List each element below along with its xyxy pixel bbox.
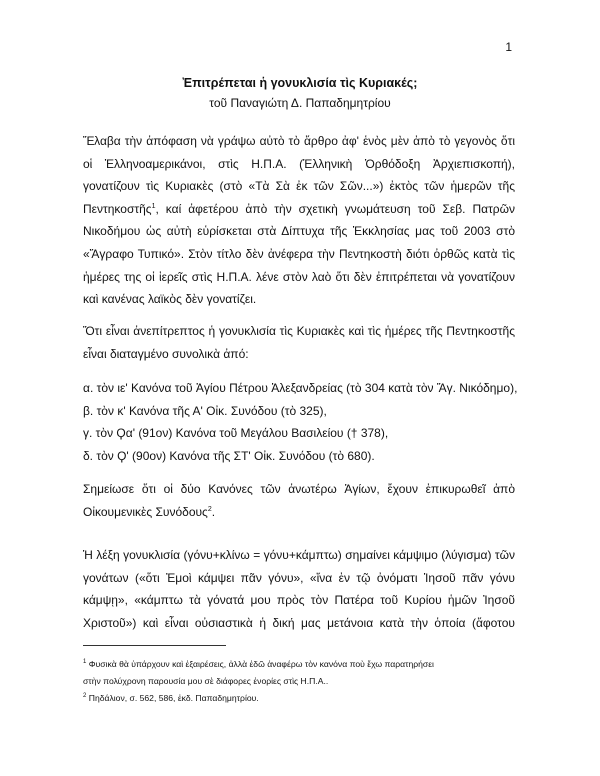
footnote-number: 1 <box>83 659 87 666</box>
text-fragment: καί ἀφετέρου ἀπὸ τὴν σχετικὴ γνωμάτευση τοῦ Σεβ. Πατρῶν <box>165 201 515 216</box>
list-item: γ. τὸν Ϙα' (91ον) Κανόνα τοῦ Μεγάλου Βασιλείου († 378), <box>83 426 389 441</box>
footnote-divider <box>83 645 226 646</box>
footnote-line: στὴν πολύχρονη παρουσία μου σὲ διάφορες ἐνορίες στὶς Η.Π.Α.. <box>83 676 329 686</box>
text-line: Ὅτι εἶναι ἀνεπίτρεπτος ἡ γονυκλισία τὶς Κυριακὲς καὶ τὶς ἡμέρες τῆς Πεντηκοστῆς <box>83 324 515 338</box>
footnote-text: Φυσικὰ θὰ ὑπάρχουν καὶ ἐξαιρέσεις, ἀλλὰ ἐδῶ ἀναφέρω τὸν κανόνα ποὺ ἔχω παρατηρήσει <box>88 659 434 669</box>
page-number: 1 <box>505 40 512 54</box>
text-line: κάμψῃ», «κάμπτω τὰ γόνατά μου πρὸς τὸν Πατέρα τοῦ Κυρίου ἡμῶν Ἰησοῦ <box>83 593 515 608</box>
footnote-ref-2[interactable]: 2 <box>207 505 212 513</box>
text-line: «Ἄγραφο Τυπικό». Στὸν τίτλο δὲν ἀνέφερα τὴν Πεντηκοστὴ διότι ὀρθῶς κατὰ τὶς <box>83 246 515 261</box>
list-item: α. τὸν ιε' Κανόνα τοῦ Ἁγίου Πέτρου Ἀλεξανδρείας (τὸ 304 κατὰ τὸν Ἅγ. Νικόδημο), <box>83 381 518 395</box>
list-item: δ. τὸν Ϙ' (90ον) Κανόνα τῆς ΣΤ' Οἰκ. Συνόδου (τὸ 680). <box>83 448 375 463</box>
footnote-2 <box>83 690 523 707</box>
text-fragment: Οἰκουμενικὲς Συνόδους <box>83 504 208 519</box>
paragraph-prohibition <box>83 320 515 365</box>
footnote-text: Πηδάλιον, σ. 562, 586, ἐκδ. Παπαδημητρίου. <box>88 693 259 703</box>
paragraph-intro <box>83 130 515 311</box>
article-title: Ἐπιτρέπεται ἡ γονυκλισία τὶς Κυριακές; <box>182 76 418 90</box>
canons-list <box>83 377 523 467</box>
footnote-line <box>83 690 523 707</box>
text-line: Σημείωσε ὅτι οἱ δύο Κανόνες τῶν ἀνωτέρω Ἁγίων, ἔχουν ἐπικυρωθεῖ ἀπὸ <box>83 482 515 496</box>
footnote-1 <box>83 656 523 690</box>
text-line: Χριστοῦ») καὶ εἶναι οὐσιαστικὰ ἡ δική μας μετάνοια κατὰ τὴν ὁποία (ἄφοτου <box>83 615 515 630</box>
text-line: γονάτων («ὅτι Ἐμοὶ κάμψει πᾶν γόνυ», «ἵνα ἐν τῷ ὀνόματι Ἰησοῦ πᾶν γόνυ <box>83 570 515 585</box>
author-line: τοῦ Παναγιώτη Δ. Παπαδημητρίου <box>209 96 391 110</box>
list-item: β. τὸν κ' Κανόνα τῆς Α' Οἰκ. Συνόδου (τὸ 325), <box>83 403 327 418</box>
paragraph-definition <box>83 544 515 634</box>
text-line: καὶ κανένας λαϊκὸς δὲν γονατίζει. <box>83 292 257 307</box>
footnote-number: 2 <box>83 693 87 700</box>
text-line: Νικοδήμου ὡς αὐτὴ εὑρίσκεται στὰ Δίπτυχα τῆς Ἐκκλησίας μας τοῦ 2003 στὸ <box>83 224 515 239</box>
text-line: Πεντηκοστῆς$^1$, καί ἀφετέρου ἀπὸ τὴν σχετικὴ γνωμάτευση τοῦ Σεβ. Πατρῶν <box>83 201 515 216</box>
text-line: Οἰκουμενικὲς Συνόδους$^2$. <box>83 504 216 519</box>
text-line: Ἡ λέξη γονυκλισία (γόνυ+κλίνω = γόνυ+κάμπτω) σημαίνει κάμψιμο (λύγισμα) τῶν <box>83 548 515 562</box>
footnote-line <box>83 656 523 673</box>
text-fragment: Πεντηκοστῆς <box>83 201 152 216</box>
text-line: εἶναι διαταγμένο συνολικὰ ἀπό: <box>83 346 249 361</box>
footnote-ref-1[interactable]: 1 <box>151 202 156 210</box>
text-line: ἡμέρες της οἱ ἱερεῖς στὶς Η.Π.Α. λένε στὸν λαὸ ὅτι δὲν ἐπιτρέπεται νὰ γονατίζουν <box>83 269 515 284</box>
paragraph-note <box>83 478 515 523</box>
text-line: Ἔλαβα τὴν ἀπόφαση νὰ γράψω αὐτὸ τὸ ἄρθρο ἀφ' ἑνὸς μὲν ἀπὸ τὸ γεγονὸς ὅτι <box>83 134 515 148</box>
text-line: γονατίζουν τὶς Κυριακὲς (στὸ «Τὰ Σὰ ἐκ τῶν Σῶν...») ἐκτὸς τῶν ἡμερῶν τῆς <box>83 179 515 194</box>
text-line: οἱ Ἑλληνοαμερικάνοι, στὶς Η.Π.Α. (Ἑλληνικὴ Ὀρθόδοξη Ἀρχιεπισκοπή), <box>83 156 515 171</box>
